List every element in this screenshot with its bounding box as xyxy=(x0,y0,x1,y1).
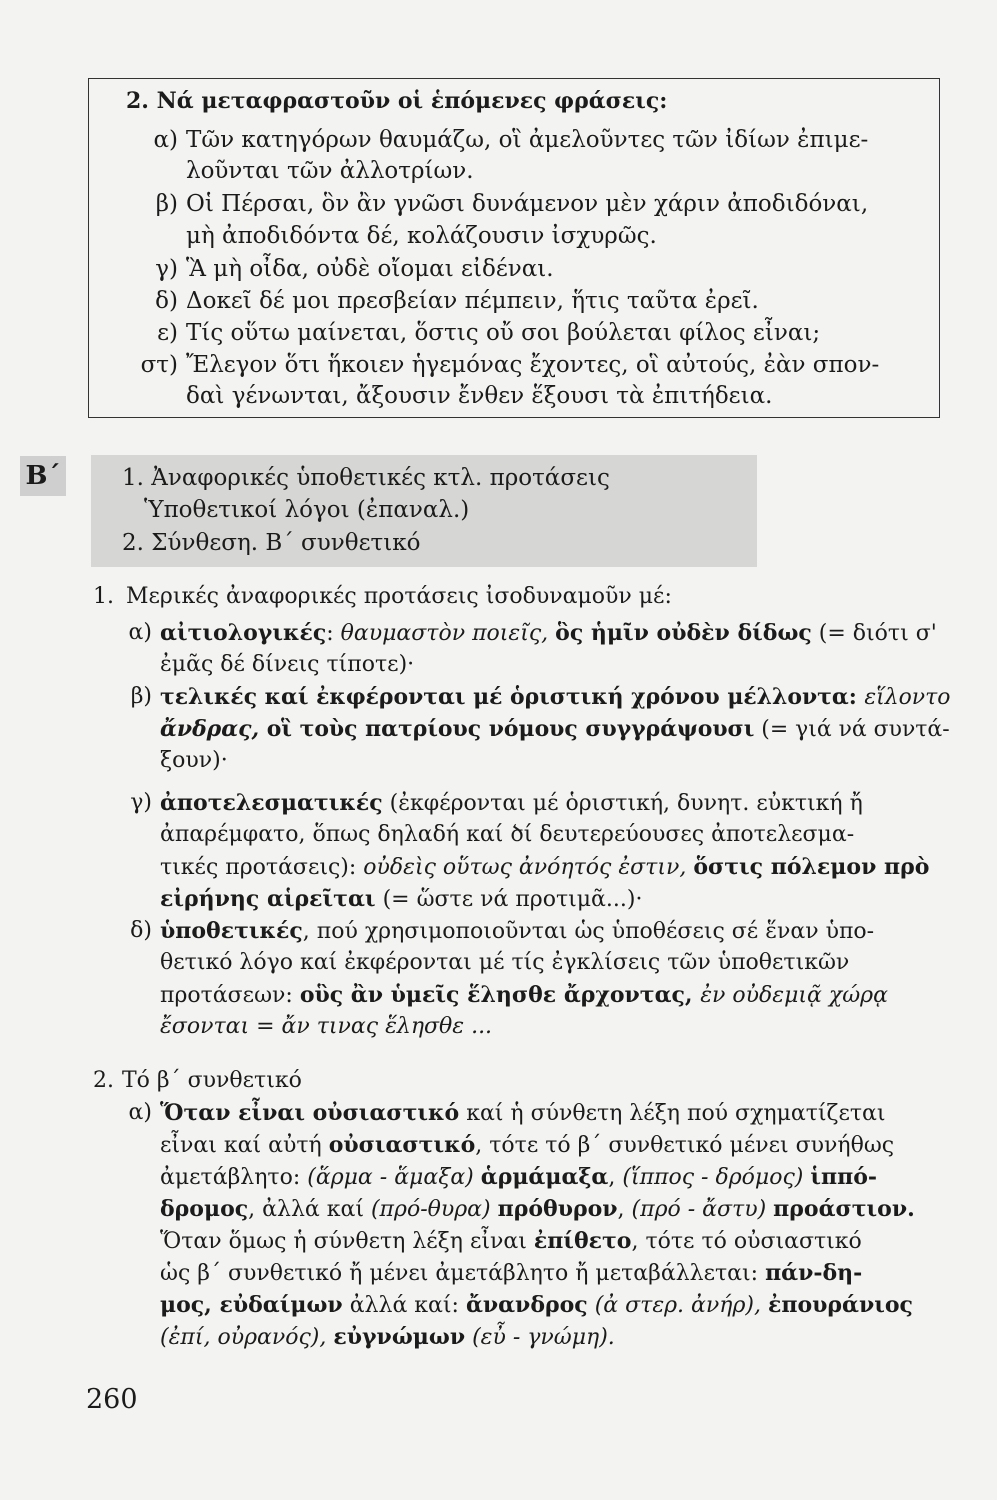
point-1-c-line xyxy=(160,884,642,915)
text-bold: ἄνανδρος xyxy=(465,1292,588,1318)
point-1-c-line xyxy=(160,852,929,883)
text-italic: (πρό-θυρα) xyxy=(370,1197,498,1222)
point-2-a-line xyxy=(160,1322,615,1353)
text: , τότε τό οὐσιαστικό xyxy=(631,1229,862,1254)
point-1-a-line xyxy=(160,618,937,649)
item-label: στ) xyxy=(140,352,178,378)
text-bold: προάστιον. xyxy=(773,1196,915,1222)
text: ἀλλά καί: xyxy=(342,1293,466,1318)
point-1-b-line: ξουν)· xyxy=(160,748,228,773)
section-header-line: Ὑποθετικοί λόγοι (ἐπαναλ.) xyxy=(144,497,470,523)
point-1-intro: Μερικές ἀναφορικές προτάσεις ἰσοδυναμοῦν μέ: xyxy=(126,584,672,609)
point-1-d-line: θετικό λόγο καί ἐκφέρονται μέ τίς ἐγκλίσεις τῶν ὑποθετικῶν xyxy=(160,950,850,975)
text-bold: οὐσιαστικό xyxy=(328,1132,476,1158)
point-1-a-label: α) xyxy=(128,620,152,645)
text: , xyxy=(617,1197,632,1222)
text: (= ὥστε νά προτιμᾶ...)· xyxy=(375,887,643,912)
text-bold: Ὅταν εἶναι οὐσιαστικό xyxy=(160,1100,460,1126)
text: ὡς β΄ συνθετικό ἤ μένει ἀμετάβλητο ἤ μεταβάλλεται: xyxy=(160,1261,766,1286)
text-italic: θαυμαστὸν ποιεῖς, xyxy=(340,621,556,646)
item-line: Ἔλεγον ὅτι ἥκοιεν ἡγεμόνας ἔχοντες, οἳ αὐτούς, ἐὰν σπον- xyxy=(186,352,880,378)
text: , xyxy=(608,1165,623,1190)
point-2-a-line xyxy=(160,1162,877,1193)
text-bold: εἰρήνης αἱρεῖται xyxy=(160,886,376,912)
item-line: λοῦνται τῶν ἀλλοτρίων. xyxy=(186,158,474,184)
item-line: μὴ ἀποδιδόντα δέ, κολάζουσιν ἰσχυρῶς. xyxy=(186,223,657,249)
text-bold: ὃς ἡμῖν οὐδὲν δίδως xyxy=(555,620,812,646)
text-italic: (ἀ στερ. ἀνήρ), xyxy=(587,1293,768,1318)
section-marker: Β΄ xyxy=(20,456,66,496)
text-bold-italic: ἄνδρας, xyxy=(160,716,267,742)
text-italic: (εὖ - γνώμη). xyxy=(465,1325,615,1350)
point-2-a-line xyxy=(160,1194,915,1225)
item-line: Ἃ μὴ οἶδα, οὐδὲ οἴομαι εἰδέναι. xyxy=(186,256,554,282)
point-1-d-line xyxy=(160,980,888,1011)
text: , ἀλλά καί xyxy=(248,1197,371,1222)
item-label: γ) xyxy=(155,256,178,282)
point-2-a-line xyxy=(160,1290,913,1321)
page-number: 260 xyxy=(86,1384,138,1415)
text-italic: οὐδεὶς οὕτως ἀνόητός ἐστιν, xyxy=(363,855,694,880)
text-italic: (ἵππος - δρόμος) xyxy=(622,1165,811,1190)
text-bold: εὐγνώμων xyxy=(333,1324,466,1350)
text-bold: οἳ τοὺς πατρίους νόμους συγγράψουσι xyxy=(266,716,755,742)
point-1-b-line xyxy=(160,714,950,745)
text-bold: ἐπίθετο xyxy=(533,1228,632,1254)
text: τικές προτάσεις): xyxy=(160,855,364,880)
point-2-a-line xyxy=(160,1226,862,1257)
text: (= γιά νά συντά- xyxy=(754,717,950,742)
text-bold: ἁρμάμαξα xyxy=(480,1164,609,1190)
section-header-line: 2. Σύνθεση. Β΄ συνθετικό xyxy=(122,530,421,556)
text: καί ἡ σύνθετη λέξη πού σχηματίζεται xyxy=(459,1101,886,1126)
item-label: δ) xyxy=(155,288,178,314)
point-2-a-line xyxy=(160,1098,886,1129)
text: εἶναι καί αὐτή xyxy=(160,1133,329,1158)
text: ἀμετάβλητο: xyxy=(160,1165,308,1190)
point-2-intro: Τό β΄ συνθετικό xyxy=(122,1068,302,1093)
point-2-a-label: α) xyxy=(128,1100,152,1125)
item-label: ε) xyxy=(157,320,178,346)
point-1-c-label: γ) xyxy=(130,790,152,815)
point-1-d-label: δ) xyxy=(130,918,152,943)
item-label: β) xyxy=(155,191,178,217)
text-bold: ἀποτελεσματικές xyxy=(160,790,383,816)
item-line: Δοκεῖ δέ μοι πρεσβείαν πέμπειν, ἥτις ταῦτα ἐρεῖ. xyxy=(186,288,759,314)
text-bold: ὅστις πόλεμον πρὸ xyxy=(693,854,930,880)
text: (= διότι σ' xyxy=(811,621,937,646)
point-1-c-line: ἀπαρέμφατο, ὅπως δηλαδή καί ծί δευτερεύουσες ἀποτελεσμα- xyxy=(160,822,855,847)
section-header-line: 1. Ἀναφορικές ὑποθετικές κτλ. προτάσεις xyxy=(122,465,610,491)
text: : xyxy=(326,621,341,646)
text-bold: αἰτιολογικές xyxy=(160,620,327,646)
text: (ἐκφέρονται μέ ὁριστική, δυνητ. εὐκτική ἤ xyxy=(382,791,863,816)
item-line: Τῶν κατηγόρων θαυμάζω, οἳ ἀμελοῦντες τῶν ἰδίων ἐπιμε- xyxy=(186,127,869,153)
text-italic: εἵλοντο xyxy=(864,685,951,710)
text-italic: (ἐπί, οὐρανός), xyxy=(160,1325,334,1350)
point-1-b-line xyxy=(160,682,950,713)
text-bold: δρομος xyxy=(160,1196,249,1222)
text: , πού χρησιμοποιοῦνται ὡς ὑποθέσεις σέ ἕναν ὑπο- xyxy=(302,919,875,944)
text-italic: (πρό - ἄστυ) xyxy=(631,1197,774,1222)
item-line: Οἱ Πέρσαι, ὃν ἂν γνῶσι δυνάμενον μὲν χάριν ἀποδιδόναι, xyxy=(186,191,869,217)
point-1-b-label: β) xyxy=(130,684,152,709)
text-italic: ἐν οὐδεμιᾷ χώρᾳ xyxy=(700,983,888,1008)
point-2-a-line xyxy=(160,1258,862,1289)
item-line: Τίς οὕτω μαίνεται, ὅστις οὔ σοι βούλεται φίλος εἶναι; xyxy=(186,320,821,346)
text-bold: τελικές καί ἐκφέρονται μέ ὁριστική χρόνου μέλλοντα: xyxy=(160,684,865,710)
text: προτάσεων: xyxy=(160,983,300,1008)
text-italic: (ἅρμα - ἅμαξα) xyxy=(307,1165,481,1190)
point-1-a-line: ἐμᾶς δέ δίνεις τίποτε)· xyxy=(160,652,415,677)
text-bold: πάν-δη- xyxy=(765,1260,863,1286)
point-1-c-line xyxy=(160,788,863,819)
text-bold: οὓς ἂν ὑμεῖς ἕλησθε ἄρχοντας, xyxy=(299,982,701,1008)
text: , τότε τό β΄ συνθετικό μένει συνήθως xyxy=(475,1133,895,1158)
point-1-label: 1. xyxy=(93,584,114,609)
text-bold: ὑποθετικές xyxy=(160,918,303,944)
item-label: α) xyxy=(153,127,178,153)
text-bold: μος, εὐδαίμων xyxy=(160,1292,343,1318)
exercise-title: 2. Νά μεταφραστοῦν οἱ ἑπόμενες φράσεις: xyxy=(126,88,668,114)
text-bold: ἐπουράνιος xyxy=(767,1292,913,1318)
text-bold: πρόθυρον xyxy=(497,1196,618,1222)
point-2-a-line xyxy=(160,1130,894,1161)
point-1-d-line: ἔσονται = ἄν τινας ἕλησθε ... xyxy=(160,1014,493,1039)
point-2-label: 2. xyxy=(93,1068,114,1093)
item-line: δαὶ γένωνται, ἄξουσιν ἔνθεν ἕξουσι τὰ ἐπιτήδεια. xyxy=(186,383,773,409)
point-1-d-line xyxy=(160,916,874,947)
text-bold: ἱππό- xyxy=(810,1164,877,1190)
text: Ὅταν ὅμως ἡ σύνθετη λέξη εἶναι xyxy=(160,1229,534,1254)
